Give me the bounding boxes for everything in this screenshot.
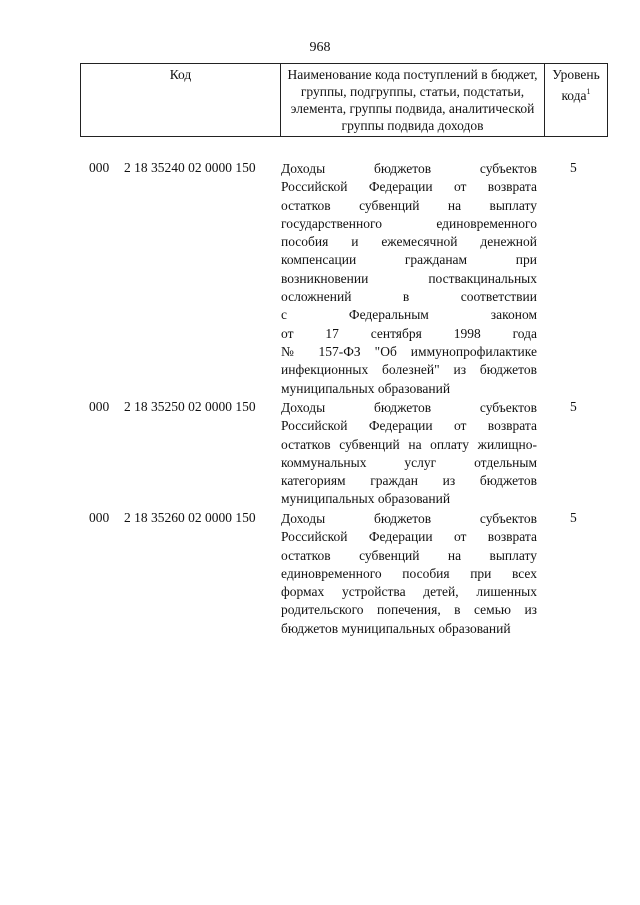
revenue-name-line: остатков субвенций на выплату <box>281 547 537 563</box>
revenue-name-line: муниципальных образований <box>281 491 451 507</box>
revenue-name-line: муниципальных образований <box>281 380 451 396</box>
revenue-name-line: возникновении поствакцинальных <box>281 270 537 286</box>
code-level: 5 <box>570 160 577 175</box>
revenue-name-line: Российской Федерации от возврата <box>281 529 537 545</box>
revenue-name-line: единовременного пособия при всех <box>281 565 537 581</box>
revenue-name-line: осложнений в соответствии <box>281 289 537 305</box>
header-level-label: Уровень кода <box>552 67 600 103</box>
revenue-name-line: Доходы бюджетов субъектов <box>281 511 537 526</box>
revenue-code: 2 18 35260 02 0000 150 <box>124 510 256 525</box>
header-level <box>545 64 608 137</box>
revenue-name-line: компенсации гражданам при <box>281 252 537 268</box>
revenue-name-line: пособия и ежемесячной денежной <box>281 234 537 250</box>
revenue-name-line: категориям граждан из бюджетов <box>281 473 537 489</box>
revenue-name <box>281 160 537 398</box>
revenue-name-line: инфекционных болезней" из бюджетов <box>281 362 537 378</box>
revenue-name-line: государственного единовременного <box>281 215 537 231</box>
revenue-name-line: с Федеральным законом <box>281 307 537 323</box>
revenue-name <box>281 510 537 638</box>
header-name: Наименование кода поступлений в бюджет, группы, подгруппы, статьи, подстатьи, элемента, группы подвида, аналитической группы подвида доходов <box>281 64 545 137</box>
revenue-name-line: формах устройства детей, лишенных <box>281 584 537 600</box>
revenue-name-line: Доходы бюджетов субъектов <box>281 400 537 415</box>
revenue-name-line: остатков субвенций на оплату жилищно- <box>281 436 537 452</box>
admin-code: 000 <box>89 399 110 414</box>
revenue-name-line: Российской Федерации от возврата <box>281 179 537 195</box>
revenue-code: 2 18 35250 02 0000 150 <box>124 399 256 414</box>
revenue-name-line: Доходы бюджетов субъектов <box>281 161 537 176</box>
admin-code: 000 <box>89 510 110 525</box>
page-number: 968 <box>309 40 331 55</box>
revenue-name-line: от 17 сентября 1998 года <box>281 325 537 341</box>
revenue-name-line: остатков субвенций на выплату <box>281 197 537 213</box>
code-level: 5 <box>570 399 577 414</box>
revenue-name-line: родительского попечения, в семью из <box>281 602 537 618</box>
revenue-code: 2 18 35240 02 0000 150 <box>124 160 256 175</box>
admin-code: 000 <box>89 160 110 175</box>
revenue-name <box>281 399 537 509</box>
code-level: 5 <box>570 510 577 525</box>
revenue-name-line: коммунальных услуг отдельным <box>281 454 537 470</box>
revenue-name-line: № 157-ФЗ "Об иммунопрофилактике <box>281 343 537 359</box>
header-code: Код <box>81 64 281 137</box>
footnote-marker: 1 <box>586 87 591 96</box>
table-header <box>80 63 608 137</box>
revenue-name-line: Российской Федерации от возврата <box>281 418 537 434</box>
revenue-name-line: бюджетов муниципальных образований <box>281 620 511 636</box>
